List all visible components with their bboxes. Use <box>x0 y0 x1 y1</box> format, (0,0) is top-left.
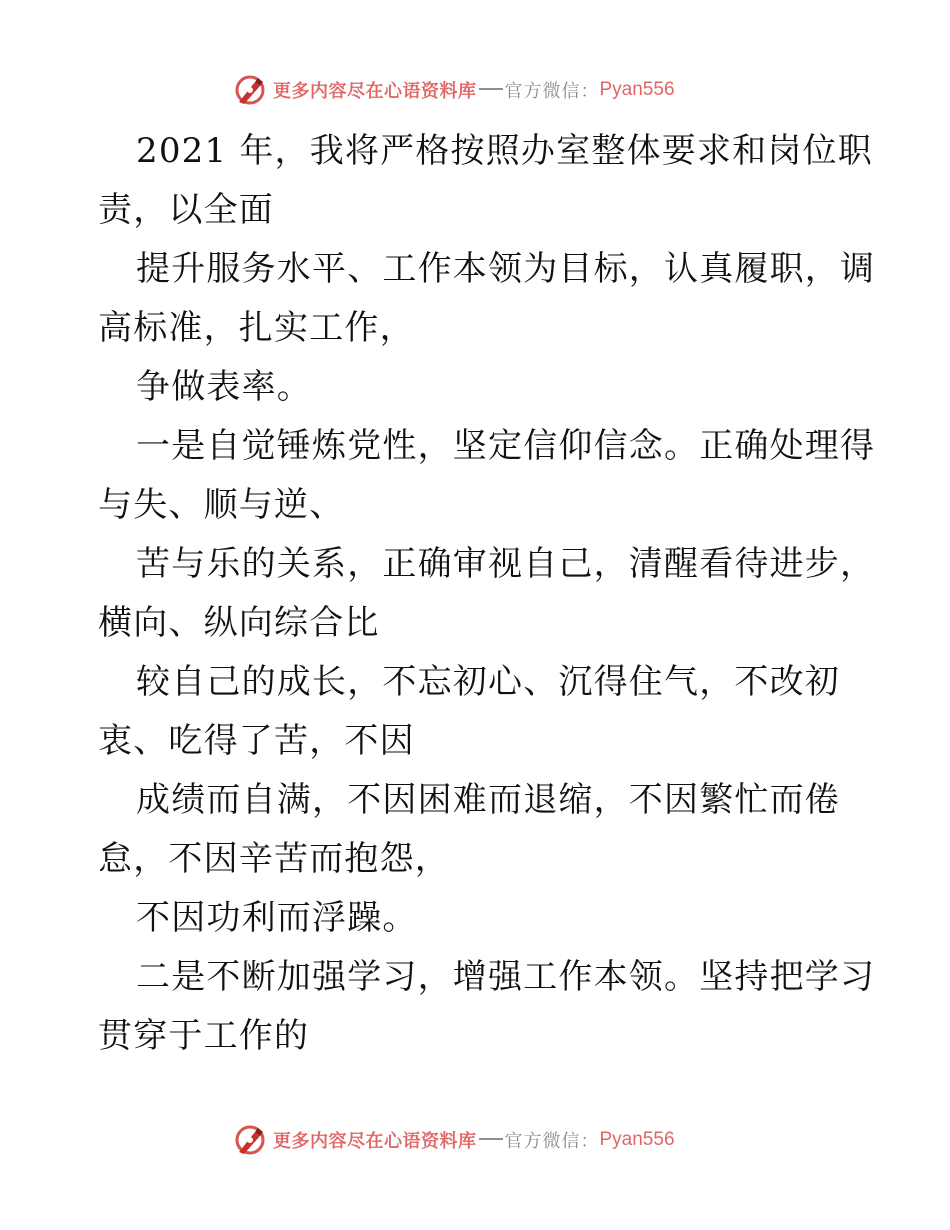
text-line: 成绩而自满，不因困难而退缩，不因繁忙而倦 <box>136 780 840 820</box>
pen-circle-logo-icon <box>233 1123 267 1157</box>
text-line: 不因功利而浮躁。 <box>136 898 418 938</box>
pen-circle-logo-icon <box>233 73 267 107</box>
wechat-id: Pyan556 <box>599 1129 675 1150</box>
site-name-text: 更多内容尽在心语资料库 <box>273 1131 477 1152</box>
document-body <box>98 122 876 1066</box>
text-line: 一是自觉锤炼党性，坚定信仰信念。正确处理得 <box>136 426 876 466</box>
wechat-label: 官方微信： <box>504 81 600 102</box>
text-line: 怠，不因辛苦而抱怨， <box>98 839 450 879</box>
text-line: 2021 年，我将严格按照办室整体要求和岗位职 <box>136 131 873 171</box>
wechat-id: Pyan556 <box>599 79 675 100</box>
text-line: 横向、纵向综合比 <box>98 603 380 643</box>
text-line: 较自己的成长，不忘初心、沉得住气，不改初 <box>136 662 840 702</box>
banner-dash-divider <box>479 88 503 90</box>
footer-banner <box>0 1120 950 1160</box>
header-banner <box>0 70 950 110</box>
text-line: 高标准，扎实工作， <box>98 308 415 348</box>
text-line: 争做表率。 <box>136 367 312 407</box>
banner-dash-divider <box>479 1138 503 1140</box>
text-line: 苦与乐的关系，正确审视自己，清醒看待进步， <box>136 544 876 584</box>
text-line: 贯穿于工作的 <box>98 1016 310 1056</box>
text-line: 二是不断加强学习，增强工作本领。坚持把学习 <box>136 957 876 997</box>
text-line: 责，以全面 <box>98 190 274 230</box>
footer-banner-content <box>233 1122 675 1158</box>
text-line: 与失、顺与逆、 <box>98 485 345 525</box>
site-name-text: 更多内容尽在心语资料库 <box>273 81 477 102</box>
text-line: 提升服务水平、工作本领为目标，认真履职，调 <box>136 249 876 289</box>
header-banner-content <box>233 72 675 108</box>
text-line: 衷、吃得了苦，不因 <box>98 721 415 761</box>
wechat-label: 官方微信： <box>504 1131 600 1152</box>
